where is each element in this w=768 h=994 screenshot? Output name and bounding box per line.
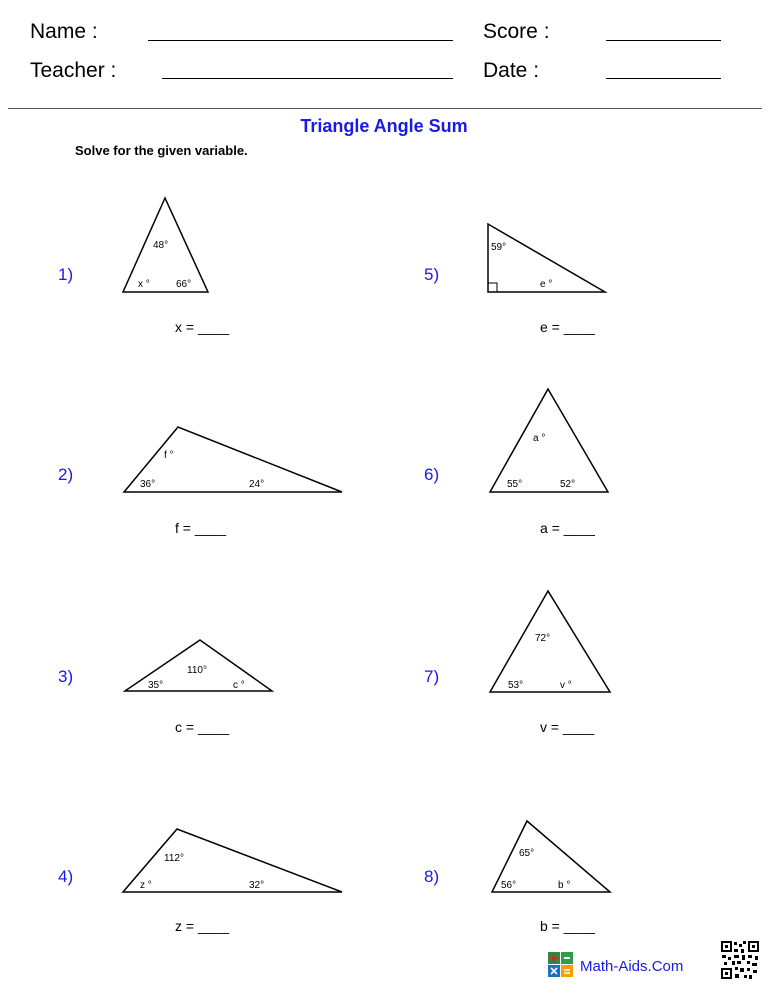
angle-label: 110° xyxy=(187,665,207,676)
angle-label: 55° xyxy=(507,479,523,490)
problem-number: 6) xyxy=(424,465,440,484)
angle-label: 56° xyxy=(501,880,517,891)
answer-blank: z = ____ xyxy=(175,918,230,934)
angle-label: 66° xyxy=(176,279,192,290)
problem-number: 7) xyxy=(424,667,440,686)
angle-label: 65° xyxy=(519,848,535,859)
angle-label: 24° xyxy=(249,479,265,490)
angle-label: 72° xyxy=(535,633,551,644)
right-angle-marker xyxy=(488,283,497,292)
angle-label: v ° xyxy=(560,680,572,691)
angle-label: 59° xyxy=(491,242,507,253)
name-label: Name : xyxy=(30,20,98,43)
qr-code-icon xyxy=(720,940,760,980)
answer-blank: a = ____ xyxy=(540,520,595,536)
angle-label: x ° xyxy=(138,279,150,290)
triangle-shape xyxy=(124,427,342,492)
problem-number: 8) xyxy=(424,867,440,886)
problem-number: 5) xyxy=(424,265,440,284)
instructions: Solve for the given variable. xyxy=(75,143,248,158)
calculator-logo-icon xyxy=(548,952,574,978)
worksheet-title: Triangle Angle Sum xyxy=(300,116,468,136)
problem-number: 1) xyxy=(58,265,74,284)
angle-label: 32° xyxy=(249,880,265,891)
angle-label: c ° xyxy=(233,680,245,691)
angle-label: f ° xyxy=(164,450,174,461)
answer-blank: x = ____ xyxy=(175,319,230,335)
answer-blank: v = ____ xyxy=(540,719,595,735)
answer-blank: b = ____ xyxy=(540,918,595,934)
teacher-label: Teacher : xyxy=(30,59,117,82)
answer-blank: c = ____ xyxy=(175,719,230,735)
angle-label: z ° xyxy=(140,880,152,891)
angle-label: 52° xyxy=(560,479,576,490)
brand-name: Math-Aids.Com xyxy=(580,958,684,975)
angle-label: 35° xyxy=(148,680,164,691)
angle-label: 48° xyxy=(153,240,169,251)
answer-blank: f = ____ xyxy=(175,520,226,536)
date-label: Date : xyxy=(483,59,540,82)
problem-number: 4) xyxy=(58,867,74,886)
score-label: Score : xyxy=(483,20,550,43)
angle-label: 36° xyxy=(140,479,156,490)
answer-blank: e = ____ xyxy=(540,319,595,335)
triangle-shape xyxy=(490,389,608,492)
triangle-shape xyxy=(123,829,342,892)
angle-label: a ° xyxy=(533,433,546,444)
angle-label: b ° xyxy=(558,880,571,891)
problem-number: 3) xyxy=(58,667,74,686)
angle-label: 53° xyxy=(508,680,524,691)
angle-label: e ° xyxy=(540,279,553,290)
problem-number: 2) xyxy=(58,465,74,484)
angle-label: 112° xyxy=(164,853,184,864)
